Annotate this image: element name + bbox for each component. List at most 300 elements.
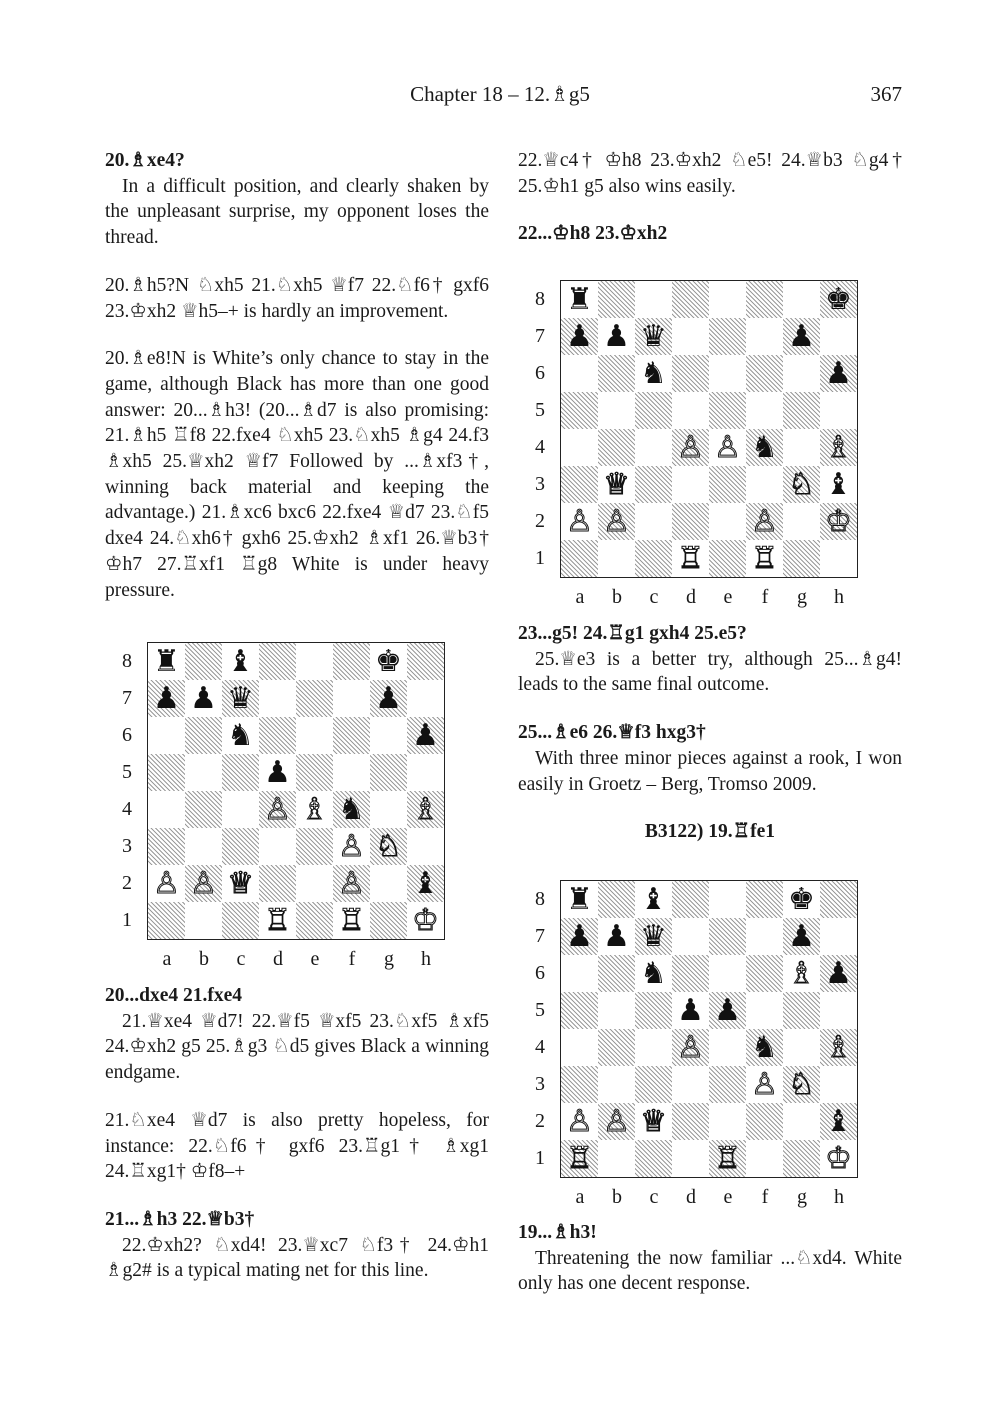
square-e6 — [709, 955, 746, 992]
left-column-text-1 — [105, 148, 489, 603]
square-b7 — [598, 318, 635, 355]
square-f7 — [746, 318, 783, 355]
rank-label: 5 — [535, 398, 545, 421]
square-c3 — [222, 828, 259, 865]
square-f3 — [333, 828, 370, 865]
square-a6 — [561, 355, 598, 392]
square-f7 — [746, 918, 783, 955]
square-f3 — [746, 1066, 783, 1103]
square-e7 — [709, 318, 746, 355]
square-b1 — [598, 540, 635, 577]
chessboard — [147, 642, 445, 940]
square-d8 — [259, 643, 296, 680]
square-c3 — [635, 1066, 672, 1103]
white-pawn-icon: ♙ — [714, 429, 741, 465]
square-b2 — [185, 865, 222, 902]
square-g2 — [783, 1103, 820, 1140]
white-rook-icon: ♖ — [264, 902, 291, 938]
move-heading: 23...g5! 24.♖g1 gxh4 25.e5? — [518, 623, 747, 644]
square-d2 — [672, 503, 709, 540]
right-column-text-1 — [518, 148, 902, 247]
square-f1 — [746, 540, 783, 577]
square-c4 — [222, 791, 259, 828]
move-heading: B3122) 19.♖fe1 — [644, 821, 776, 843]
file-label: g — [797, 586, 807, 608]
square-f5 — [746, 392, 783, 429]
black-knight-icon: ♞ — [751, 1029, 778, 1065]
square-h2 — [820, 503, 857, 540]
square-f8 — [746, 881, 783, 918]
square-a1 — [561, 540, 598, 577]
rank-label: 3 — [535, 1072, 545, 1095]
square-b3 — [598, 1066, 635, 1103]
file-label: g — [384, 948, 394, 970]
black-pawn-icon: ♟ — [264, 754, 291, 790]
square-a2 — [561, 1103, 598, 1140]
square-c2 — [635, 1103, 672, 1140]
square-a8 — [561, 281, 598, 318]
black-rook-icon: ♜ — [566, 281, 593, 317]
square-e3 — [296, 828, 333, 865]
square-d6 — [672, 355, 709, 392]
square-d4 — [672, 429, 709, 466]
square-d3 — [672, 466, 709, 503]
square-a7 — [561, 318, 598, 355]
rank-label: 3 — [122, 834, 132, 857]
square-b4 — [598, 1029, 635, 1066]
square-h7 — [407, 680, 444, 717]
square-h7 — [820, 318, 857, 355]
square-g8 — [370, 643, 407, 680]
white-pawn-icon: ♙ — [603, 503, 630, 539]
black-knight-icon: ♞ — [640, 355, 667, 391]
file-label: d — [686, 586, 696, 608]
file-label: f — [348, 948, 356, 970]
white-knight-icon: ♘ — [788, 466, 815, 502]
chapter-title: Chapter 18 – 12.♗g5 — [410, 82, 590, 106]
square-h4 — [407, 791, 444, 828]
square-h5 — [820, 992, 857, 1029]
square-g3 — [370, 828, 407, 865]
square-b5 — [598, 392, 635, 429]
square-g5 — [783, 992, 820, 1029]
square-g5 — [370, 754, 407, 791]
square-g8 — [783, 881, 820, 918]
square-f5 — [746, 992, 783, 1029]
square-g2 — [370, 865, 407, 902]
rank-label: 6 — [122, 723, 132, 746]
black-pawn-icon: ♟ — [153, 680, 180, 716]
square-f2 — [333, 865, 370, 902]
chessboard — [560, 280, 858, 578]
square-f7 — [333, 680, 370, 717]
square-h8 — [407, 643, 444, 680]
white-knight-icon: ♘ — [375, 828, 402, 864]
black-pawn-icon: ♟ — [603, 318, 630, 354]
black-queen-icon: ♛ — [640, 318, 667, 354]
square-a8 — [561, 881, 598, 918]
square-e4 — [709, 1029, 746, 1066]
square-b3 — [598, 466, 635, 503]
paragraph: With three minor pieces against a rook, I won easily in Groetz – Berg, Tromso 2009. — [518, 747, 902, 795]
square-e2 — [709, 503, 746, 540]
square-d1 — [672, 1140, 709, 1177]
square-g5 — [783, 392, 820, 429]
right-column-text-3 — [518, 1220, 902, 1297]
black-bishop-icon: ♝ — [640, 881, 667, 917]
square-b4 — [598, 429, 635, 466]
square-c6 — [222, 717, 259, 754]
black-rook-icon: ♜ — [153, 643, 180, 679]
square-d1 — [259, 902, 296, 939]
square-g1 — [783, 540, 820, 577]
square-g4 — [783, 429, 820, 466]
move-heading: 25...♗e6 26.♕f3 hxg3† — [518, 722, 706, 744]
square-d7 — [672, 918, 709, 955]
square-d2 — [672, 1103, 709, 1140]
black-queen-icon: ♛ — [227, 680, 254, 716]
square-a6 — [148, 717, 185, 754]
square-g6 — [783, 955, 820, 992]
square-d4 — [259, 791, 296, 828]
square-b1 — [598, 1140, 635, 1177]
rank-label: 2 — [122, 871, 132, 894]
rank-label: 2 — [535, 509, 545, 532]
white-bishop-icon: ♗ — [301, 791, 328, 827]
square-d5 — [672, 392, 709, 429]
square-h4 — [820, 429, 857, 466]
square-b4 — [185, 791, 222, 828]
black-pawn-icon: ♟ — [677, 992, 704, 1028]
file-label: g — [797, 1186, 807, 1208]
square-f6 — [746, 955, 783, 992]
move-heading: 22...♔h8 23.♔xh2 — [518, 223, 668, 245]
black-pawn-icon: ♟ — [566, 318, 593, 354]
file-label: a — [575, 1186, 585, 1208]
square-c8 — [222, 643, 259, 680]
square-c1 — [635, 1140, 672, 1177]
black-knight-icon: ♞ — [227, 717, 254, 753]
square-h5 — [407, 754, 444, 791]
square-e6 — [296, 717, 333, 754]
black-knight-icon: ♞ — [751, 429, 778, 465]
square-c5 — [635, 392, 672, 429]
black-bishop-icon: ♝ — [412, 865, 439, 901]
square-e3 — [709, 466, 746, 503]
rank-label: 3 — [535, 472, 545, 495]
square-a1 — [561, 1140, 598, 1177]
file-label: f — [761, 1186, 769, 1208]
black-pawn-icon: ♟ — [825, 355, 852, 391]
rank-label: 1 — [535, 546, 545, 569]
square-f4 — [746, 1029, 783, 1066]
square-e8 — [709, 881, 746, 918]
black-king-icon: ♚ — [375, 643, 402, 679]
black-queen-icon: ♛ — [640, 918, 667, 954]
white-pawn-icon: ♙ — [677, 429, 704, 465]
square-e7 — [296, 680, 333, 717]
square-f1 — [746, 1140, 783, 1177]
square-c2 — [635, 503, 672, 540]
square-h3 — [820, 1066, 857, 1103]
white-bishop-icon: ♗ — [825, 1029, 852, 1065]
square-a5 — [561, 392, 598, 429]
rank-label: 7 — [122, 686, 132, 709]
black-pawn-icon: ♟ — [788, 918, 815, 954]
square-e2 — [296, 865, 333, 902]
right-column-text-2 — [518, 621, 902, 845]
square-e4 — [296, 791, 333, 828]
file-label: d — [686, 1186, 696, 1208]
square-g8 — [783, 281, 820, 318]
paragraph: 20.♗h5?N ♘xh5 21.♘xh5 ♕f7 22.♘f6† gxf6 23.♔xh2 ♕h5–+ is hardly an improvement. — [105, 274, 489, 322]
rank-label: 7 — [535, 324, 545, 347]
white-rook-icon: ♖ — [677, 540, 704, 576]
black-pawn-icon: ♟ — [714, 992, 741, 1028]
file-label: e — [310, 948, 320, 970]
rank-label: 7 — [535, 924, 545, 947]
square-a7 — [561, 918, 598, 955]
square-h2 — [820, 1103, 857, 1140]
left-column-text-2 — [105, 983, 489, 1284]
square-a6 — [561, 955, 598, 992]
square-c4 — [635, 1029, 672, 1066]
white-knight-icon: ♘ — [788, 1066, 815, 1102]
square-e5 — [709, 992, 746, 1029]
file-label: f — [761, 586, 769, 608]
square-c8 — [635, 281, 672, 318]
black-bishop-icon: ♝ — [825, 1103, 852, 1139]
square-b8 — [598, 281, 635, 318]
square-b7 — [598, 918, 635, 955]
white-pawn-icon: ♙ — [751, 1066, 778, 1102]
rank-label: 8 — [535, 887, 545, 910]
paragraph: In a difficult position, and clearly shaken by the unpleasant surprise, my opponent loses the thread. — [105, 175, 489, 249]
square-b1 — [185, 902, 222, 939]
square-g1 — [783, 1140, 820, 1177]
paragraph: 22.♕c4† ♔h8 23.♔xh2 ♘e5! 24.♕b3 ♘g4† 25.♔h1 g5 also wins easily. — [518, 150, 902, 197]
rank-label: 4 — [535, 435, 545, 458]
square-f8 — [333, 643, 370, 680]
square-e3 — [709, 1066, 746, 1103]
square-c1 — [635, 540, 672, 577]
white-rook-icon: ♖ — [338, 902, 365, 938]
square-c8 — [635, 881, 672, 918]
square-d7 — [672, 318, 709, 355]
black-king-icon: ♚ — [788, 881, 815, 917]
black-pawn-icon: ♟ — [190, 680, 217, 716]
square-g3 — [783, 466, 820, 503]
diagram-2 — [518, 278, 878, 618]
square-e5 — [296, 754, 333, 791]
square-b3 — [185, 828, 222, 865]
white-king-icon: ♔ — [412, 902, 439, 938]
square-e1 — [709, 1140, 746, 1177]
rank-label: 5 — [122, 760, 132, 783]
square-h3 — [820, 466, 857, 503]
square-a4 — [561, 1029, 598, 1066]
square-h6 — [820, 355, 857, 392]
file-label: d — [273, 948, 283, 970]
square-a3 — [148, 828, 185, 865]
white-pawn-icon: ♙ — [190, 865, 217, 901]
square-d6 — [672, 955, 709, 992]
square-c5 — [222, 754, 259, 791]
file-label: b — [612, 586, 622, 608]
white-bishop-icon: ♗ — [788, 955, 815, 991]
square-c4 — [635, 429, 672, 466]
square-f3 — [746, 466, 783, 503]
square-e4 — [709, 429, 746, 466]
square-g1 — [370, 902, 407, 939]
square-c7 — [635, 918, 672, 955]
square-f4 — [333, 791, 370, 828]
square-d2 — [259, 865, 296, 902]
paragraph: 21.♘xe4 ♕d7 is also pretty hopeless, for instance: 22.♘f6† gxf6 23.♖g1† ♗xg1 24.♖xg1† ♔f8–+ — [105, 1109, 489, 1183]
square-e8 — [296, 643, 333, 680]
square-g7 — [783, 318, 820, 355]
square-e5 — [709, 392, 746, 429]
square-e6 — [709, 355, 746, 392]
square-h2 — [407, 865, 444, 902]
file-label: h — [834, 586, 844, 608]
square-g3 — [783, 1066, 820, 1103]
rank-label: 4 — [122, 797, 132, 820]
square-b6 — [598, 355, 635, 392]
white-rook-icon: ♖ — [566, 1140, 593, 1176]
black-pawn-icon: ♟ — [566, 918, 593, 954]
square-g6 — [370, 717, 407, 754]
white-queen-icon: ♕ — [640, 1103, 667, 1139]
square-f1 — [333, 902, 370, 939]
paragraph: 25.♕e3 is a better try, although 25...♗g4! leads to the same final outcome. — [518, 648, 902, 696]
white-pawn-icon: ♙ — [603, 1103, 630, 1139]
file-label: c — [649, 1186, 659, 1208]
chessboard — [560, 880, 858, 1178]
square-d6 — [259, 717, 296, 754]
square-a2 — [561, 503, 598, 540]
square-g7 — [370, 680, 407, 717]
white-queen-icon: ♕ — [603, 466, 630, 502]
white-bishop-icon: ♗ — [825, 429, 852, 465]
white-king-icon: ♔ — [825, 503, 852, 539]
square-b8 — [598, 881, 635, 918]
black-bishop-icon: ♝ — [825, 466, 852, 502]
file-label: a — [575, 586, 585, 608]
square-g7 — [783, 918, 820, 955]
rank-label: 8 — [122, 649, 132, 672]
square-c5 — [635, 992, 672, 1029]
white-pawn-icon: ♙ — [338, 828, 365, 864]
square-a2 — [148, 865, 185, 902]
file-label: e — [723, 1186, 733, 1208]
square-c1 — [222, 902, 259, 939]
square-d5 — [259, 754, 296, 791]
square-h3 — [407, 828, 444, 865]
square-h4 — [820, 1029, 857, 1066]
square-f5 — [333, 754, 370, 791]
square-d5 — [672, 992, 709, 1029]
square-g6 — [783, 355, 820, 392]
square-h1 — [820, 1140, 857, 1177]
white-rook-icon: ♖ — [714, 1140, 741, 1176]
file-label: b — [199, 948, 209, 970]
square-b7 — [185, 680, 222, 717]
square-d3 — [672, 1066, 709, 1103]
square-e1 — [709, 540, 746, 577]
square-c7 — [635, 318, 672, 355]
white-pawn-icon: ♙ — [566, 1103, 593, 1139]
white-king-icon: ♔ — [825, 1140, 852, 1176]
rank-label: 4 — [535, 1035, 545, 1058]
square-f2 — [746, 1103, 783, 1140]
square-b2 — [598, 503, 635, 540]
square-h8 — [820, 881, 857, 918]
paragraph: 21.♕xe4 ♕d7! 22.♕f5 ♕xf5 23.♘xf5 ♗xf5 24.♔xh2 g5 25.♗g3 ♘d5 gives Black a winning endgame. — [105, 1010, 489, 1084]
rank-label: 8 — [535, 287, 545, 310]
rank-label: 5 — [535, 998, 545, 1021]
square-f6 — [333, 717, 370, 754]
square-a1 — [148, 902, 185, 939]
black-rook-icon: ♜ — [566, 881, 593, 917]
file-label: a — [162, 948, 172, 970]
square-f4 — [746, 429, 783, 466]
black-pawn-icon: ♟ — [788, 318, 815, 354]
black-pawn-icon: ♟ — [375, 680, 402, 716]
white-bishop-icon: ♗ — [412, 791, 439, 827]
square-a7 — [148, 680, 185, 717]
square-c6 — [635, 955, 672, 992]
square-f2 — [746, 503, 783, 540]
square-b8 — [185, 643, 222, 680]
square-a4 — [561, 429, 598, 466]
square-b5 — [185, 754, 222, 791]
square-d3 — [259, 828, 296, 865]
square-b5 — [598, 992, 635, 1029]
square-b2 — [598, 1103, 635, 1140]
white-pawn-icon: ♙ — [566, 503, 593, 539]
square-h1 — [820, 540, 857, 577]
square-g4 — [783, 1029, 820, 1066]
square-d1 — [672, 540, 709, 577]
paragraph: 20.♗e8!N is White’s only chance to stay in the game, although Black has more than one good answer: 20...♗h3! (20...♗d7 is also promising: 21.♗h5 ♖f8 22.fxe4 ♘xh5 23.♘xh5 ♗g4 24.f3 ♗xh5 25.♕xh2 ♕f7 Followed by ...♗xf3†, winning back material and keeping the advantage.) 21.♗xc6 bxc6 22.fxe4 ♕d7 23.♘f5 dxe4 24.♘xh6† gxh6 25.♔xh2 ♗xf1 26.♕b3† ♔h7 27.♖xf1 ♖g8 White is under heavy pressure. — [105, 348, 489, 601]
white-rook-icon: ♖ — [751, 540, 778, 576]
square-d4 — [672, 1029, 709, 1066]
square-a8 — [148, 643, 185, 680]
square-b6 — [185, 717, 222, 754]
square-d7 — [259, 680, 296, 717]
rank-label: 6 — [535, 961, 545, 984]
black-bishop-icon: ♝ — [227, 643, 254, 679]
rank-label: 2 — [535, 1109, 545, 1132]
black-pawn-icon: ♟ — [825, 955, 852, 991]
square-e2 — [709, 1103, 746, 1140]
diagram-3 — [518, 878, 878, 1218]
file-label: b — [612, 1186, 622, 1208]
square-f8 — [746, 281, 783, 318]
square-f6 — [746, 355, 783, 392]
white-pawn-icon: ♙ — [338, 865, 365, 901]
file-label: h — [421, 948, 431, 970]
white-pawn-icon: ♙ — [264, 791, 291, 827]
move-heading: 20...dxe4 21.fxe4 — [105, 985, 243, 1006]
square-a4 — [148, 791, 185, 828]
diagram-1 — [105, 640, 465, 980]
white-pawn-icon: ♙ — [153, 865, 180, 901]
square-c6 — [635, 355, 672, 392]
square-a3 — [561, 466, 598, 503]
move-heading: 19...♗h3! — [518, 1222, 597, 1243]
